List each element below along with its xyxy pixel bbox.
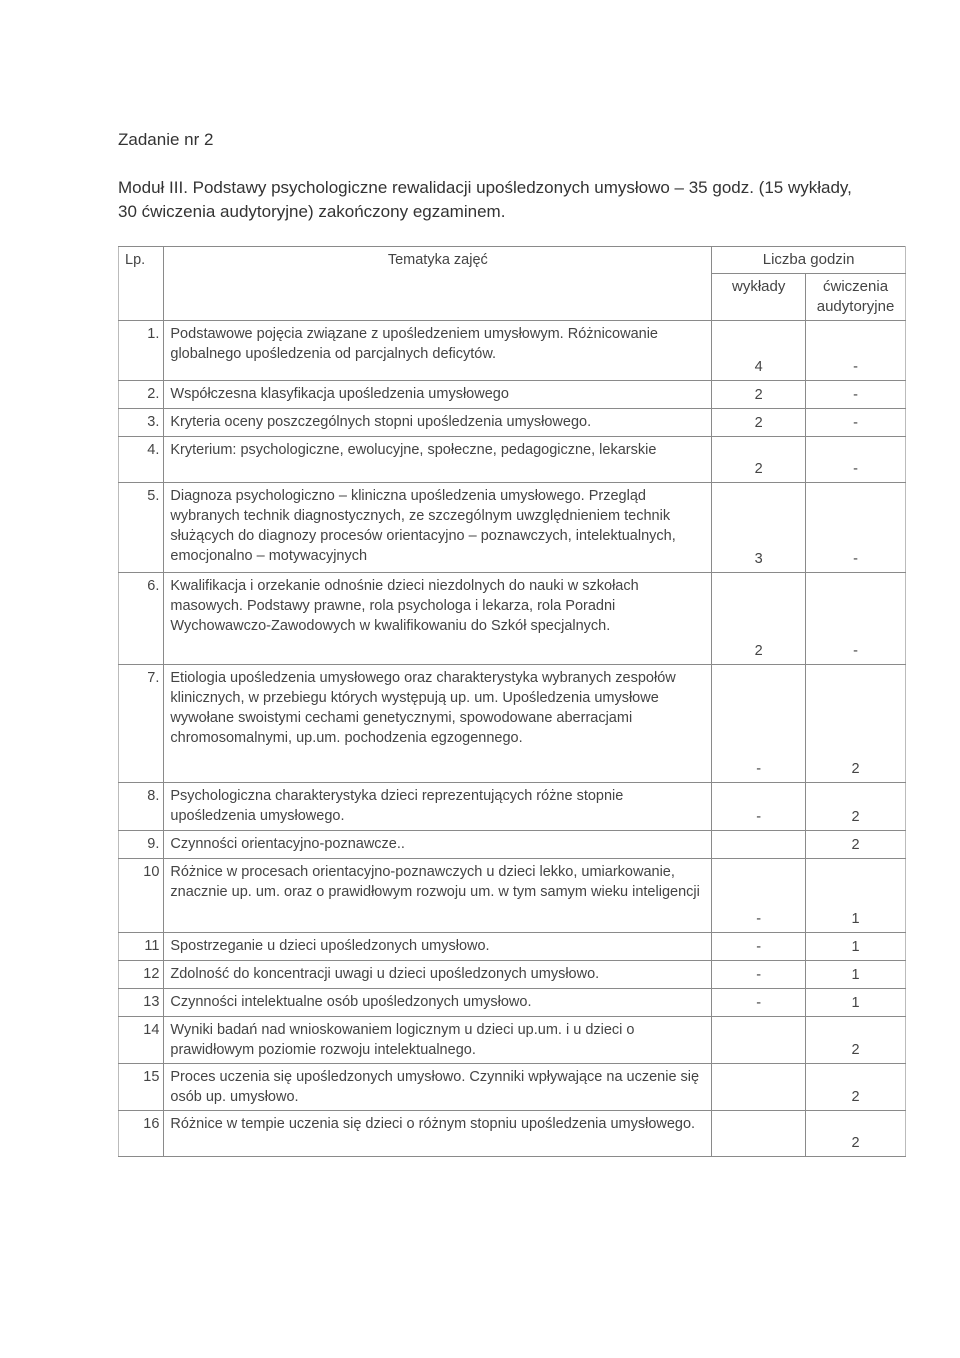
table-row — [119, 573, 906, 665]
row-topic: Podstawowe pojęcia związane z upośledzeniem umysłowym. Różnicowanie globalnego upośledzenia od parcjalnych deficytów. — [164, 321, 712, 381]
header-lectures: wykłady — [712, 274, 806, 321]
row-lectures — [712, 1064, 806, 1111]
table-row — [119, 783, 906, 831]
row-exercises: 2 — [806, 1064, 906, 1111]
row-topic: Kryterium: psychologiczne, ewolucyjne, społeczne, pedagogiczne, lekarskie — [164, 437, 712, 483]
task-title: Zadanie nr 2 — [118, 130, 214, 149]
row-lectures: - — [712, 859, 806, 933]
row-lectures: 3 — [712, 483, 806, 573]
row-lectures: 2 — [712, 409, 806, 437]
row-number: 13 — [119, 989, 164, 1017]
row-exercises: - — [806, 573, 906, 665]
row-topic: Zdolność do koncentracji uwagi u dzieci upośledzonych umysłowo. — [164, 961, 712, 989]
table-row — [119, 321, 906, 381]
row-topic: Czynności orientacyjno-poznawcze.. — [164, 831, 712, 859]
row-exercises: 1 — [806, 859, 906, 933]
row-lectures: 2 — [712, 381, 806, 409]
row-exercises: 2 — [806, 665, 906, 783]
row-number: 11 — [119, 933, 164, 961]
schedule-table — [118, 246, 906, 1157]
module-heading: Moduł III. Podstawy psychologiczne rewalidacji upośledzonych umysłowo – 35 godz. (15 wykłady, 30 ćwiczenia audytoryjne) zakończony egzaminem. — [118, 178, 852, 221]
table-row — [119, 1017, 906, 1064]
row-number: 14 — [119, 1017, 164, 1064]
header-exercises: ćwiczenia audytoryjne — [806, 274, 906, 321]
row-number: 3. — [119, 409, 164, 437]
row-number: 15 — [119, 1064, 164, 1111]
row-exercises: 1 — [806, 961, 906, 989]
row-lectures — [712, 1111, 806, 1157]
row-exercises: - — [806, 437, 906, 483]
table-row — [119, 989, 906, 1017]
row-lectures: - — [712, 665, 806, 783]
table-row — [119, 437, 906, 483]
row-exercises: 2 — [806, 1111, 906, 1157]
row-topic: Diagnoza psychologiczno – kliniczna upośledzenia umysłowego. Przegląd wybranych technik diagnostycznych, ze szczególnym uwzględnieniem technik służących do diagnozy procesów orientacyjno – poznawczych, intelektualnych, emocjonalno – motywacyjnych — [164, 483, 712, 573]
table-row — [119, 859, 906, 933]
table-body — [119, 321, 906, 1157]
row-topic: Różnice w procesach orientacyjno-poznawczych u dzieci lekko, umiarkowanie, znacznie up. um. oraz o prawidłowym rozwoju um. w tym samym wieku inteligencji — [164, 859, 712, 933]
row-number: 16 — [119, 1111, 164, 1157]
row-topic: Wyniki badań nad wnioskowaniem logicznym u dzieci up.um. i u dzieci o prawidłowym poziomie rozwoju intelektualnego. — [164, 1017, 712, 1064]
header-hours: Liczba godzin — [712, 247, 906, 274]
row-number: 7. — [119, 665, 164, 783]
row-topic: Kryteria oceny poszczególnych stopni upośledzenia umysłowego. — [164, 409, 712, 437]
row-number: 8. — [119, 783, 164, 831]
row-exercises: - — [806, 483, 906, 573]
row-lectures: - — [712, 783, 806, 831]
table-row — [119, 961, 906, 989]
table-row — [119, 665, 906, 783]
table-row — [119, 1111, 906, 1157]
row-topic: Proces uczenia się upośledzonych umysłowo. Czynniki wpływające na uczenie się osób up. umysłowo. — [164, 1064, 712, 1111]
header-topic: Tematyka zajęć — [164, 247, 712, 321]
row-lectures: - — [712, 933, 806, 961]
table-row — [119, 933, 906, 961]
row-exercises: 1 — [806, 989, 906, 1017]
row-topic: Spostrzeganie u dzieci upośledzonych umysłowo. — [164, 933, 712, 961]
row-exercises: - — [806, 409, 906, 437]
row-number: 4. — [119, 437, 164, 483]
row-number: 9. — [119, 831, 164, 859]
row-topic: Różnice w tempie uczenia się dzieci o różnym stopniu upośledzenia umysłowego. — [164, 1111, 712, 1157]
row-topic: Etiologia upośledzenia umysłowego oraz charakterystyka wybranych zespołów klinicznych, w przebiegu których występują up. um. Upośledzenia umysłowe wywołane swoistymi cechami genetycznymi, spowodowane aberracjami chromosomalnymi, up.um. pochodzenia egzogennego. — [164, 665, 712, 783]
row-exercises: 2 — [806, 783, 906, 831]
row-lectures: 2 — [712, 437, 806, 483]
row-number: 12 — [119, 961, 164, 989]
row-exercises: - — [806, 321, 906, 381]
row-topic: Kwalifikacja i orzekanie odnośnie dzieci niezdolnych do nauki w szkołach masowych. Podstawy prawne, rola psychologa i lekarza, rola Poradni Wychowawczo-Zawodowych w kwalifikowaniu do Szkół specjalnych. — [164, 573, 712, 665]
row-exercises: 2 — [806, 831, 906, 859]
row-lectures: - — [712, 989, 806, 1017]
row-topic: Czynności intelektualne osób upośledzonych umysłowo. — [164, 989, 712, 1017]
row-lectures — [712, 1017, 806, 1064]
row-topic: Współczesna klasyfikacja upośledzenia umysłowego — [164, 381, 712, 409]
header-lp: Lp. — [119, 247, 164, 321]
row-lectures: 2 — [712, 573, 806, 665]
table-header-row — [119, 247, 906, 274]
row-exercises: 1 — [806, 933, 906, 961]
row-topic: Psychologiczna charakterystyka dzieci reprezentujących różne stopnie upośledzenia umysłowego. — [164, 783, 712, 831]
row-lectures: - — [712, 961, 806, 989]
row-lectures — [712, 831, 806, 859]
row-exercises: 2 — [806, 1017, 906, 1064]
row-number: 5. — [119, 483, 164, 573]
row-number: 1. — [119, 321, 164, 381]
table-row — [119, 409, 906, 437]
row-exercises: - — [806, 381, 906, 409]
table-row — [119, 381, 906, 409]
row-number: 2. — [119, 381, 164, 409]
table-row — [119, 1064, 906, 1111]
row-number: 6. — [119, 573, 164, 665]
row-lectures: 4 — [712, 321, 806, 381]
row-number: 10 — [119, 859, 164, 933]
table-row — [119, 831, 906, 859]
table-row — [119, 483, 906, 573]
